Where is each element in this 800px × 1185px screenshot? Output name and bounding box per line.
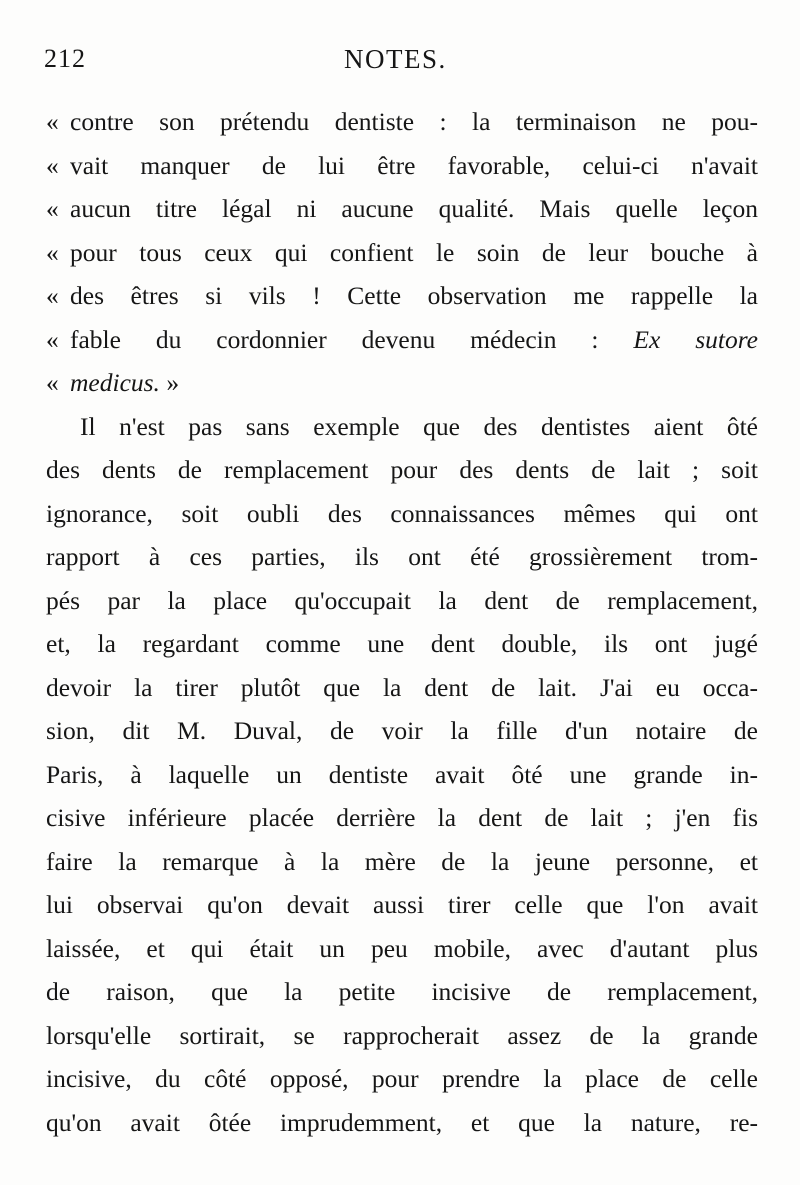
quoted-line [46, 187, 758, 231]
paragraph-line: lorsqu'elle sortirait, se rapprocherait assez de la grande [46, 1020, 758, 1050]
paragraph-line: faire la remarque à la mère de la jeune personne, et [46, 846, 758, 876]
quoted-line [46, 318, 758, 362]
quote-mark: « [46, 150, 59, 180]
paragraph-line: cisive inférieure placée derrière la dent de lait ; j'en fis [46, 803, 758, 832]
paragraph-line: rapport à ces parties, ils ont été grossièrement trom- [46, 542, 758, 571]
quote-mark: « [46, 237, 59, 267]
quote-mark: « [46, 194, 59, 223]
paragraph-line: lui observai qu'on devait aussi tirer celle que l'on avait [46, 890, 758, 919]
quote-mark: « [46, 107, 59, 136]
page-header [44, 44, 756, 84]
quoted-line-text: fable du cordonnier devenu médecin : [70, 324, 634, 354]
quoted-line [46, 100, 758, 144]
paragraph-line: Paris, à laquelle un dentiste avait ôté une grande in- [46, 759, 758, 789]
quoted-line-text: vait manquer de lui être favorable, celui-ci n'avait [70, 150, 758, 180]
paragraph-line: ignorance, soit oubli des connaissances mêmes qui ont [46, 498, 758, 528]
quoted-line-text: des êtres si vils ! Cette observation me rappelle la [70, 281, 758, 310]
quote-mark: « [46, 368, 59, 397]
paragraph-line: et, la regardant comme une dent double, ils ont jugé [46, 629, 758, 658]
paragraph-line: pés par la place qu'occupait la dent de remplacement, [46, 585, 758, 615]
quoted-line [46, 274, 758, 318]
quoted-line [46, 231, 758, 275]
paragraph-line: Il n'est pas sans exemple que des dentistes aient ôté [80, 411, 758, 441]
page-text [46, 100, 758, 1144]
quoted-line-text: pour tous ceux qui confient le soin de leur bouche à [70, 237, 758, 267]
paragraph-line: incisive, du côté opposé, pour prendre la place de celle [46, 1064, 758, 1093]
quoted-line [46, 144, 758, 188]
paragraph-line: qu'on avait ôtée imprudemment, et que la nature, re- [46, 1107, 758, 1137]
paragraph-line: sion, dit M. Duval, de voir la fille d'un notaire de [46, 716, 758, 745]
page-number: 212 [44, 44, 86, 73]
quoted-line [46, 361, 758, 405]
latin-phrase: Ex sutore [633, 324, 759, 354]
paragraph-line: de raison, que la petite incisive de remplacement, [46, 977, 758, 1006]
quote-mark: « [46, 324, 59, 354]
running-head: NOTES. [344, 44, 447, 74]
latin-phrase: medicus. [70, 368, 160, 397]
paragraph-line: des dents de remplacement pour des dents de lait ; soit [46, 455, 758, 484]
quote-mark: « [46, 281, 59, 310]
closing-quote: » [159, 368, 180, 397]
paragraph-line: laissée, et qui était un peu mobile, avec d'autant plus [46, 933, 758, 963]
quoted-line-text: contre son prétendu dentiste : la terminaison ne pou- [70, 107, 758, 136]
quoted-line-text: aucun titre légal ni aucune qualité. Mais quelle leçon [70, 194, 758, 223]
paragraph-line: devoir la tirer plutôt que la dent de lait. J'ai eu occa- [46, 672, 758, 702]
